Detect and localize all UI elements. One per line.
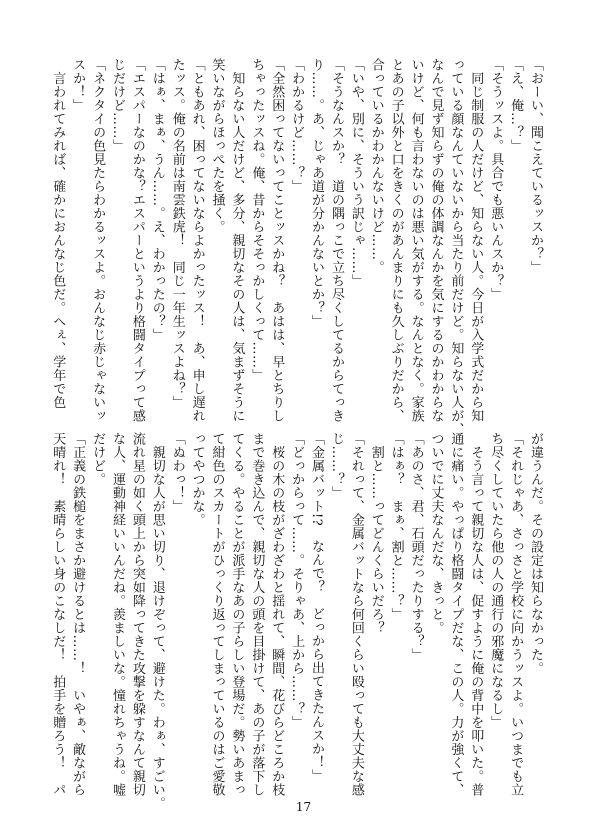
text-line: なんで見ず知らずの俺の体調なんかを気にするのかわからな [428, 58, 444, 423]
text-line: じ……？」 [328, 432, 344, 500]
text-line: 桜の木の枝がざわざわと揺れて、瞬間、花びらどころか枝 [269, 432, 285, 797]
text-line: 天晴れ！ 素晴らしい身のこなしだ！ 拍手を贈ろう！ パ [50, 432, 66, 797]
text-line: 「おーい、聞こえているッスか？」 [528, 58, 543, 274]
text-line: が違うんだ。その設定は知らなかった。 [528, 432, 543, 675]
text-line: いけど、何も言わないのは悪い気がする。なんとなく。家族 [408, 58, 424, 423]
text-line: スか！」 [70, 58, 86, 112]
text-line: 「どっからって……。そりゃあ、上から……？」 [289, 432, 305, 729]
text-line: 「エスパーなのかな？エスパーというより格闘タイプって感 [129, 58, 145, 423]
text-line: な人、運動神経いいんだね。羨ましいな。憧れちゃうね。嘘 [109, 432, 125, 797]
text-line: 「それじゃあ、さっさと学校に向かうッスよ。いつまでも立 [508, 432, 524, 797]
text-line: 通に痛い。やっぱり格闘タイプだな、この人。力が強くて、 [448, 432, 464, 797]
text-line: 「いや、別に、そういう訳じゃ……」 [348, 58, 364, 288]
text-line: 知らない人だけど、多分、親切なその人は、気まずそうに [229, 58, 245, 423]
page-number: 17 [295, 800, 312, 814]
text-line: 「そうなんスか？ 道の隅っこで立ち尽くしてるからてっき [328, 58, 344, 423]
text-line: たッス。俺の名前は南雲鉄虎！ 同じ一年生ッスよね？」 [169, 58, 185, 409]
text-line: 「はぁ？ まぁ、割と……？」 [388, 432, 404, 621]
text-line: だけど。 [90, 432, 106, 486]
text-line: ち尽くしていたら他の人の通行の邪魔になるし」 [488, 432, 504, 729]
text-line: 「ネクタイの色見たらわかるッスよ。おんなじ赤じゃないッ [90, 58, 106, 423]
text-line: 笑いながらほっぺたを掻く。 [209, 58, 225, 234]
text-line: ついでに丈夫なんだな、きっと。 [428, 432, 444, 635]
text-line: 親切な人が思い切り、退けぞって、避けた。わぁ、すごい。 [149, 432, 165, 810]
text-line: 流れ星の如く頭上から突如降ってきた攻撃を躱すなんて親切 [129, 432, 145, 797]
text-line: そう言って親切な人は、促すように俺の背中を叩いた。普 [468, 432, 484, 797]
text-line: 「ぬわっ！」 [169, 432, 185, 513]
text-line: とあの子以外と口をきくのがあんまりにも久しぶりだから、 [388, 58, 404, 423]
text-line: 「はぁ、まぁ、うん……。え、わかったの？」 [149, 58, 165, 342]
text-line: て紺色のスカートがひっくり返ってしまっているのはご愛敬 [209, 432, 225, 797]
text-line: 同じ制服の人だけど、知らない人。今日が入学式だから知 [468, 58, 484, 423]
text-line: ちゃったッスね。俺、昔からそそっかしくって……」 [249, 58, 265, 382]
text-line: てくる。やることが派手なあの子らしい登場だ。勢いあまっ [229, 432, 245, 797]
upper-text-block [47, 58, 545, 436]
text-line: じだけど……」 [109, 58, 125, 153]
text-line: 「それって、金属バットなら何回くらい殴っても大丈夫な感 [348, 432, 364, 797]
text-line: り……。あ、じゃあ道が分かんないとか？」 [309, 58, 325, 328]
text-line: 「そうッスよ。具合でも悪いんスか？」 [488, 58, 504, 301]
text-line: 「正義の鉄槌をまさか避けるとは……！ いやぁ、敵ながら [70, 432, 86, 797]
text-line: 合っているかわかんないけど……。 [368, 58, 384, 274]
text-line: 「全然困ってないってことッスかね？ あはは、早とちりし [269, 58, 285, 423]
text-line: 「金属バット!? なんで？ どっから出てきたんスか！」 [309, 432, 325, 783]
text-line: 「あのさ、君、石頭だったりする？」 [408, 432, 424, 662]
text-line: まで巻き込んで、親切な人の頭を目掛けて、あの子が落下し [249, 432, 265, 797]
text-line: 言われてみれば、確かにおんなじ色だ。へぇ、学年で色 [50, 58, 66, 409]
text-line: 「え、俺…？」 [508, 58, 524, 153]
text-line: 「わかるけど……？」 [289, 58, 305, 193]
text-line: 「ともあれ、困ってないならよかったッス！ あ、申し遅れ [189, 58, 205, 423]
text-line: っている顔なんていないから当たり前だけど。知らない人が、 [448, 58, 464, 436]
text-line: 割と……ってどんくらいだろ？ [368, 432, 384, 635]
text-line: ってやつかな。 [189, 432, 205, 527]
